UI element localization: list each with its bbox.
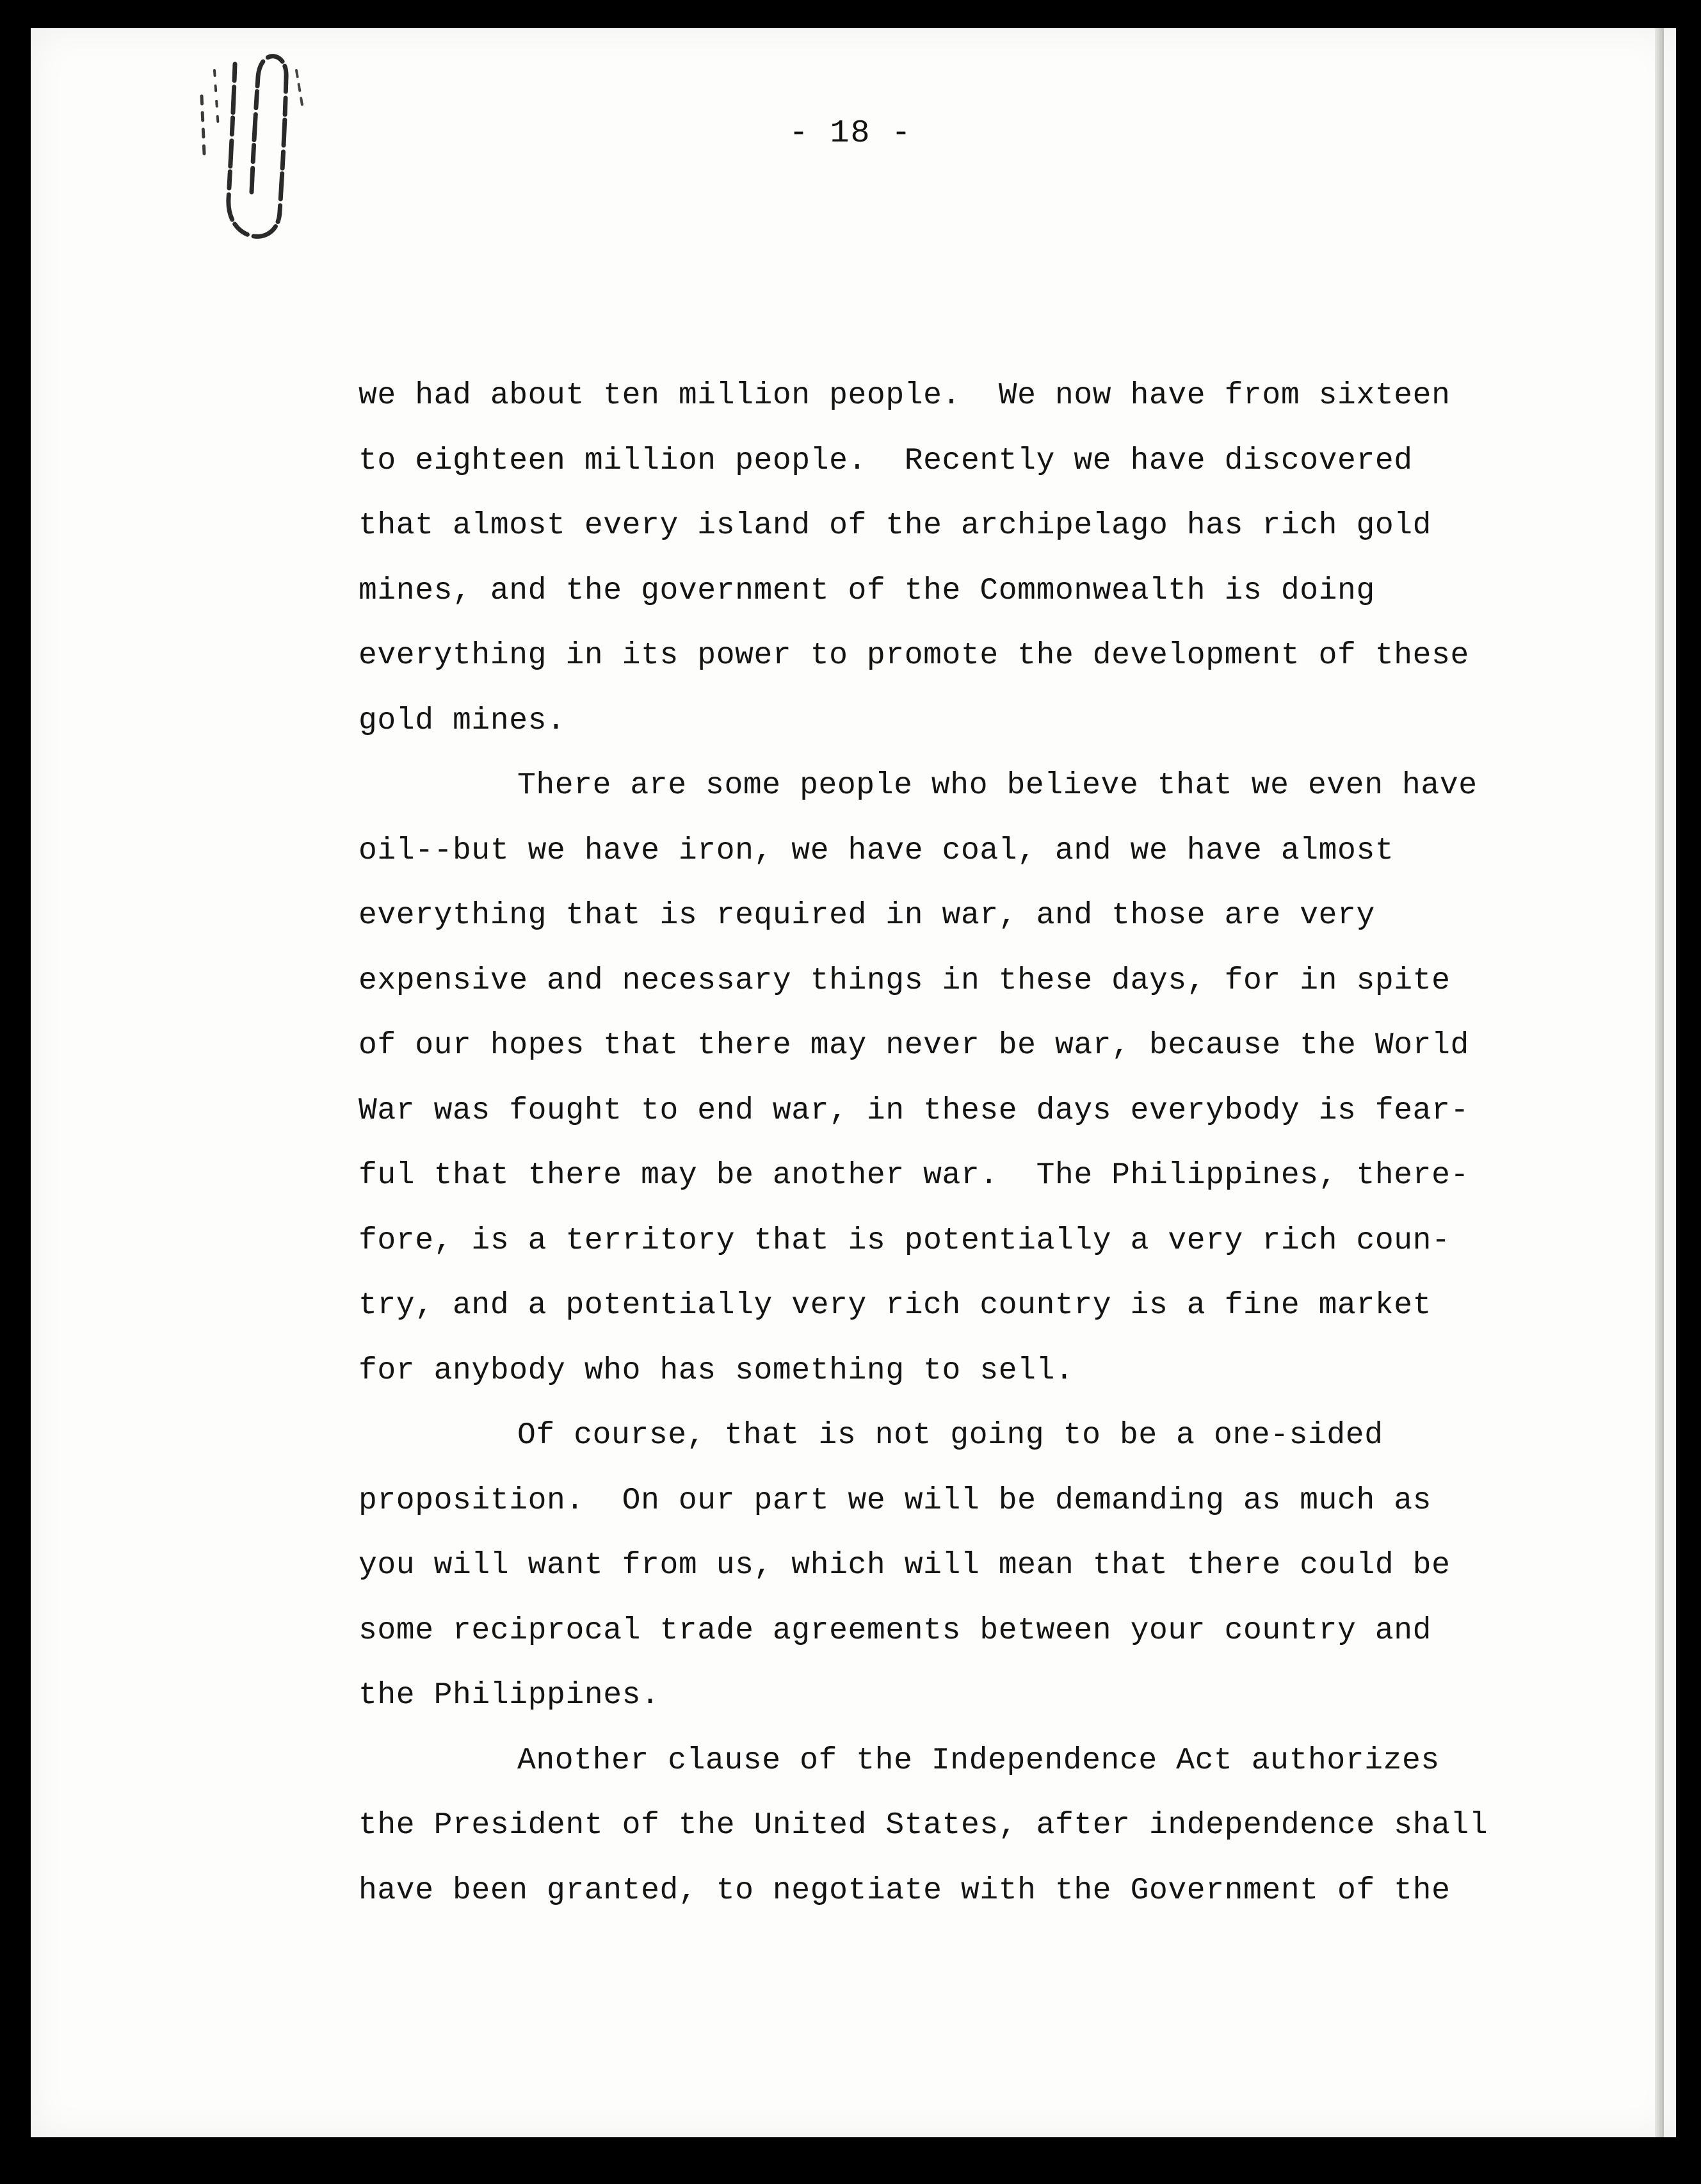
text-line: There are some people who believe that we even have	[517, 768, 1478, 803]
text-line: mines, and the government of the Commonwealth is doing	[359, 573, 1375, 608]
paragraph-2	[359, 754, 1562, 1403]
paperclip-icon	[189, 51, 317, 269]
text-line: some reciprocal trade agreements between your country and	[359, 1613, 1432, 1648]
text-line: gold mines.	[359, 703, 566, 738]
text-line: that almost every island of the archipelago has rich gold	[359, 508, 1432, 543]
text-line: you will want from us, which will mean that there could be	[359, 1548, 1451, 1583]
text-line: to eighteen million people. Recently we have discovered	[359, 443, 1413, 478]
text-line: proposition. On our part we will be demanding as much as	[359, 1483, 1432, 1518]
text-line: try, and a potentially very rich country is a fine market	[359, 1288, 1432, 1323]
text-line: Of course, that is not going to be a one-sided	[517, 1418, 1383, 1453]
text-line: have been granted, to negotiate with the Government of the	[359, 1873, 1451, 1908]
text-line: the Philippines.	[359, 1678, 660, 1713]
text-line: oil--but we have iron, we have coal, and we have almost	[359, 833, 1394, 868]
page-number: - 18 -	[789, 115, 912, 152]
text-line: War was fought to end war, in these days everybody is fear-	[359, 1093, 1469, 1128]
paragraph-4	[359, 1729, 1562, 1924]
text-line: of our hopes that there may never be war, because the World	[359, 1028, 1469, 1063]
document-body	[359, 364, 1562, 1923]
text-line: everything that is required in war, and those are very	[359, 898, 1375, 933]
text-line: ful that there may be another war. The Philippines, there-	[359, 1158, 1469, 1193]
page-edge	[1655, 28, 1664, 2137]
text-line: fore, is a territory that is potentially a very rich coun-	[359, 1223, 1451, 1258]
text-line: we had about ten million people. We now have from sixteen	[359, 378, 1451, 413]
paragraph-3	[359, 1403, 1562, 1729]
text-line: the President of the United States, after independence shall	[359, 1808, 1488, 1843]
text-line: Another clause of the Independence Act authorizes	[517, 1743, 1440, 1778]
text-line: everything in its power to promote the development of these	[359, 638, 1469, 673]
text-line: expensive and necessary things in these days, for in spite	[359, 963, 1451, 998]
paragraph-1	[359, 364, 1562, 754]
text-line: for anybody who has something to sell.	[359, 1353, 1074, 1388]
